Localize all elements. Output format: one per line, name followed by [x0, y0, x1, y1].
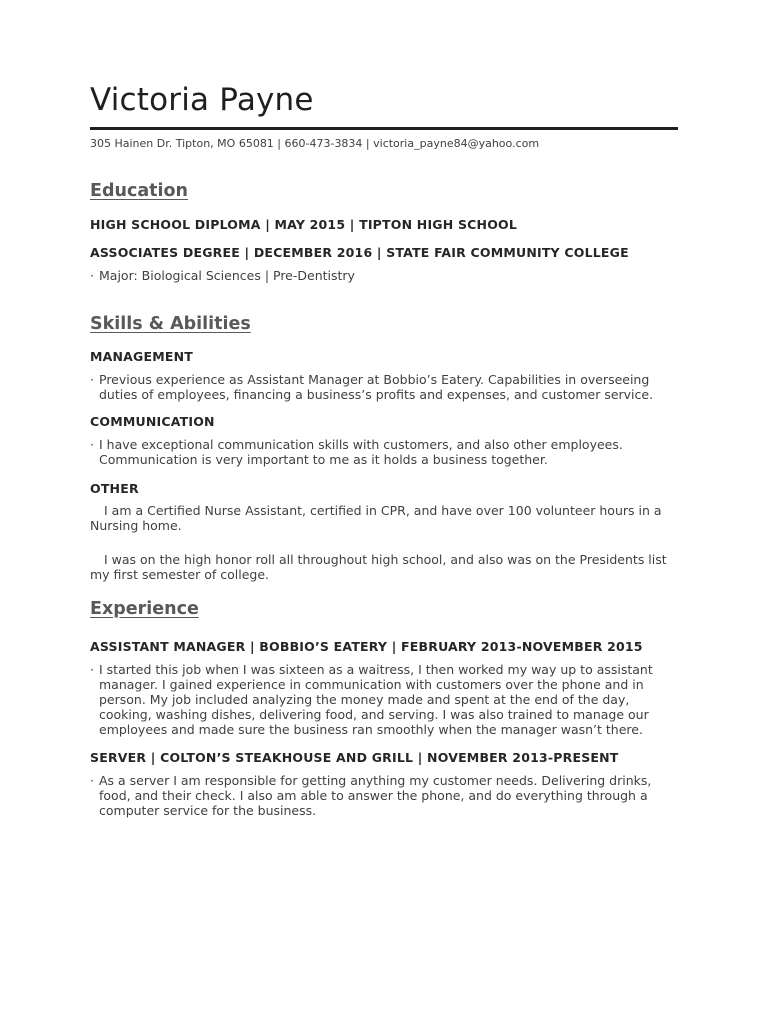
- bullet-dot: ·: [90, 437, 94, 452]
- education-heading: Education: [90, 181, 188, 201]
- header-rule: [90, 127, 678, 130]
- skills-group-title: COMMUNICATION: [90, 414, 215, 429]
- skills-group-title: MANAGEMENT: [90, 349, 194, 364]
- job-bullet: [90, 773, 680, 818]
- education-bullet-text: Major: Biological Sciences | Pre-Dentistry: [99, 268, 355, 283]
- experience-heading: Experience: [90, 599, 199, 619]
- bullet-dot: ·: [90, 372, 94, 387]
- bullet-dot: ·: [90, 662, 94, 677]
- skills-bullet: [90, 437, 680, 467]
- bullet-dot: ·: [90, 773, 94, 788]
- skills-paragraph: I was on the high honor roll all throughout high school, and also was on the Presidents list my first semester of college.: [90, 552, 667, 582]
- education-entry-title: ASSOCIATES DEGREE | DECEMBER 2016 | STATE FAIR COMMUNITY COLLEGE: [90, 245, 629, 260]
- skills-bullet-text: I have exceptional communication skills with customers, and also other employees. Communication is very important to me as it holds a business together.: [99, 437, 623, 467]
- job-bullet-text: As a server I am responsible for getting anything my customer needs. Delivering drinks, food, and their check. I also am able to answer the phone, and do everything through a computer service for the business.: [99, 773, 652, 818]
- skills-group-title: OTHER: [90, 481, 139, 496]
- skills-bullet-text: Previous experience as Assistant Manager at Bobbio’s Eatery. Capabilities in overseeing duties of employees, financing a business’s profits and expenses, and customer service.: [99, 372, 654, 402]
- job-bullet: [90, 662, 680, 737]
- skills-bullet: [90, 372, 680, 402]
- education-bullet: [90, 268, 680, 283]
- skills-heading: Skills & Abilities: [90, 314, 251, 334]
- bullet-dot: ·: [90, 268, 94, 283]
- education-entry-title: HIGH SCHOOL DIPLOMA | MAY 2015 | TIPTON HIGH SCHOOL: [90, 217, 518, 232]
- job-title: ASSISTANT MANAGER | BOBBIO’S EATERY | FEBRUARY 2013-NOVEMBER 2015: [90, 639, 643, 654]
- skills-paragraph: I am a Certified Nurse Assistant, certified in CPR, and have over 100 volunteer hours in a Nursing home.: [90, 503, 662, 533]
- contact-line: 305 Hainen Dr. Tipton, MO 65081 | 660-473-3834 | victoria_payne84@yahoo.com: [90, 137, 540, 150]
- job-title: SERVER | COLTON’S STEAKHOUSE AND GRILL | NOVEMBER 2013-PRESENT: [90, 750, 619, 765]
- job-bullet-text: I started this job when I was sixteen as a waitress, I then worked my way up to assistant manager. I gained experience in communication with customers over the phone and in person. My job included analyzing the money made and spent at the end of the day, cooking, washing dishes, delivering food, and serving. I was also trained to manage our employees and made sure the business ran smoothly when the manager wasn’t there.: [99, 662, 653, 737]
- resume-name: Victoria Payne: [90, 82, 314, 118]
